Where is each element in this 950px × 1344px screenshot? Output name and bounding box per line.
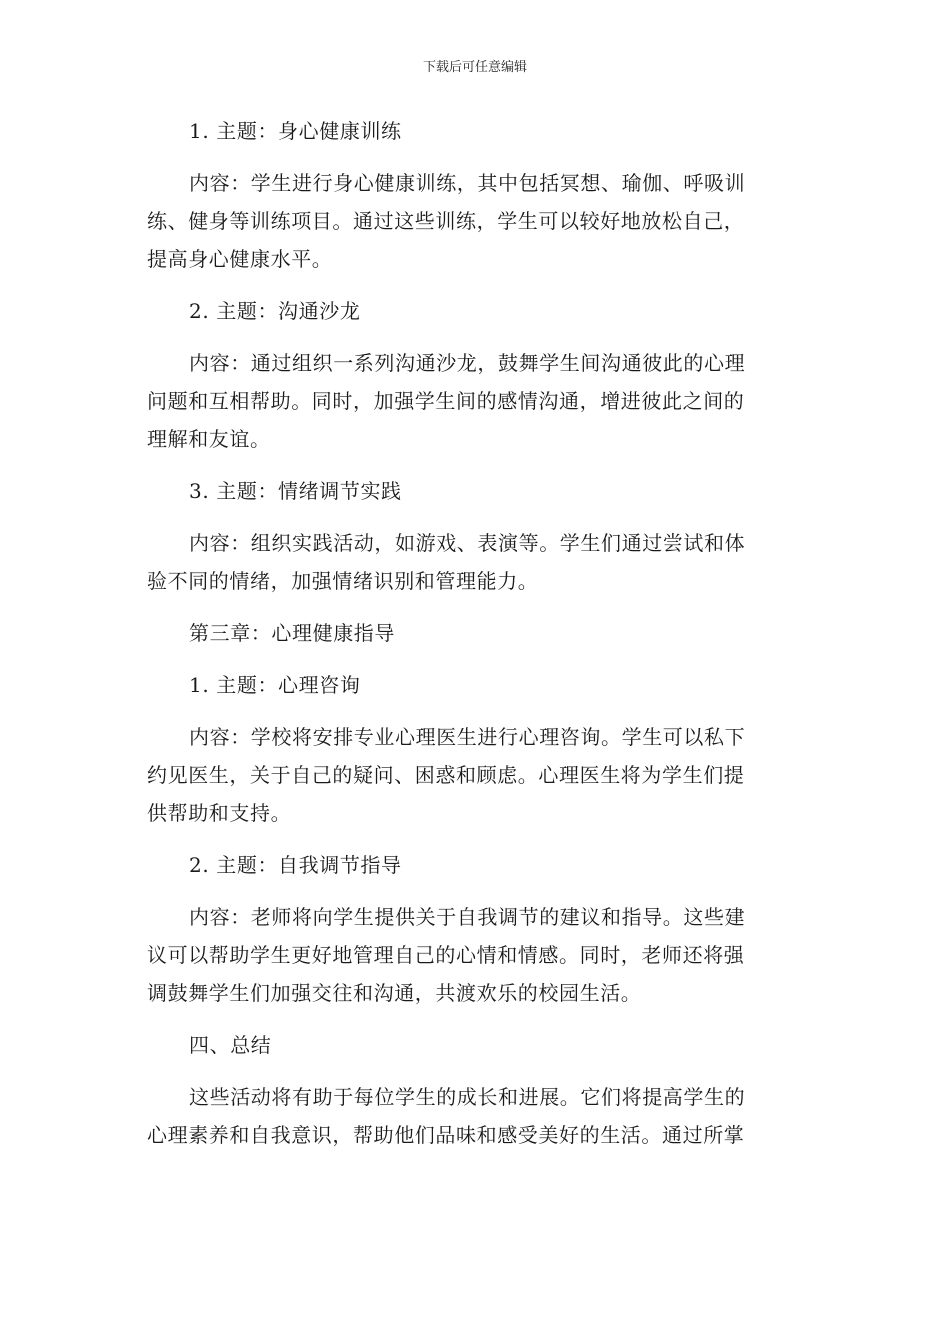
paragraph-line: 练、健身等训练项目。通过这些训练，学生可以较好地放松自己， <box>147 209 745 233</box>
paragraph <box>147 164 803 278</box>
section-heading: 1. 主题：身心健康训练 <box>189 119 402 143</box>
paragraph <box>147 1078 803 1154</box>
section-heading: 1. 主题：心理咨询 <box>189 673 361 697</box>
paragraph-line: 内容：学生进行身心健康训练，其中包括冥想、瑜伽、呼吸训 <box>189 171 746 195</box>
paragraph <box>147 898 803 1012</box>
paragraph-line: 心理素养和自我意识，帮助他们品味和感受美好的生活。通过所掌 <box>147 1123 745 1147</box>
paragraph-line: 理解和友谊。 <box>147 427 271 451</box>
paragraph <box>147 524 803 600</box>
paragraph-line: 提高身心健康水平。 <box>147 247 333 271</box>
paragraph-line: 这些活动将有助于每位学生的成长和进展。它们将提高学生的 <box>189 1085 746 1109</box>
paragraph-line: 内容：学校将安排专业心理医生进行心理咨询。学生可以私下 <box>189 725 746 749</box>
paragraph-line: 供帮助和支持。 <box>147 801 292 825</box>
paragraph-line: 内容：组织实践活动，如游戏、表演等。学生们通过尝试和体 <box>189 531 746 555</box>
section-heading: 2. 主题：自我调节指导 <box>189 853 402 877</box>
document-body <box>147 112 803 1168</box>
page-header-note: 下载后可任意编辑 <box>422 60 527 75</box>
paragraph-line: 问题和互相帮助。同时，加强学生间的感情沟通，增进彼此之间的 <box>147 389 745 413</box>
section-heading: 3. 主题：情绪调节实践 <box>189 479 402 503</box>
paragraph-line: 内容：老师将向学生提供关于自我调节的建议和指导。这些建 <box>189 905 746 929</box>
paragraph <box>147 718 803 832</box>
paragraph-line: 内容：通过组织一系列沟通沙龙，鼓舞学生间沟通彼此的心理 <box>189 351 746 375</box>
paragraph-line: 验不同的情绪，加强情绪识别和管理能力。 <box>147 569 539 593</box>
section-heading: 2. 主题：沟通沙龙 <box>189 299 361 323</box>
paragraph-line: 议可以帮助学生更好地管理自己的心情和情感。同时，老师还将强 <box>147 943 745 967</box>
paragraph-line: 调鼓舞学生们加强交往和沟通，共渡欢乐的校园生活。 <box>147 981 642 1005</box>
chapter-heading: 第三章：心理健康指导 <box>189 621 395 645</box>
paragraph <box>147 344 803 458</box>
section-heading: 四、总结 <box>189 1033 272 1057</box>
paragraph-line: 约见医生，关于自己的疑问、困惑和顾虑。心理医生将为学生们提 <box>147 763 745 787</box>
